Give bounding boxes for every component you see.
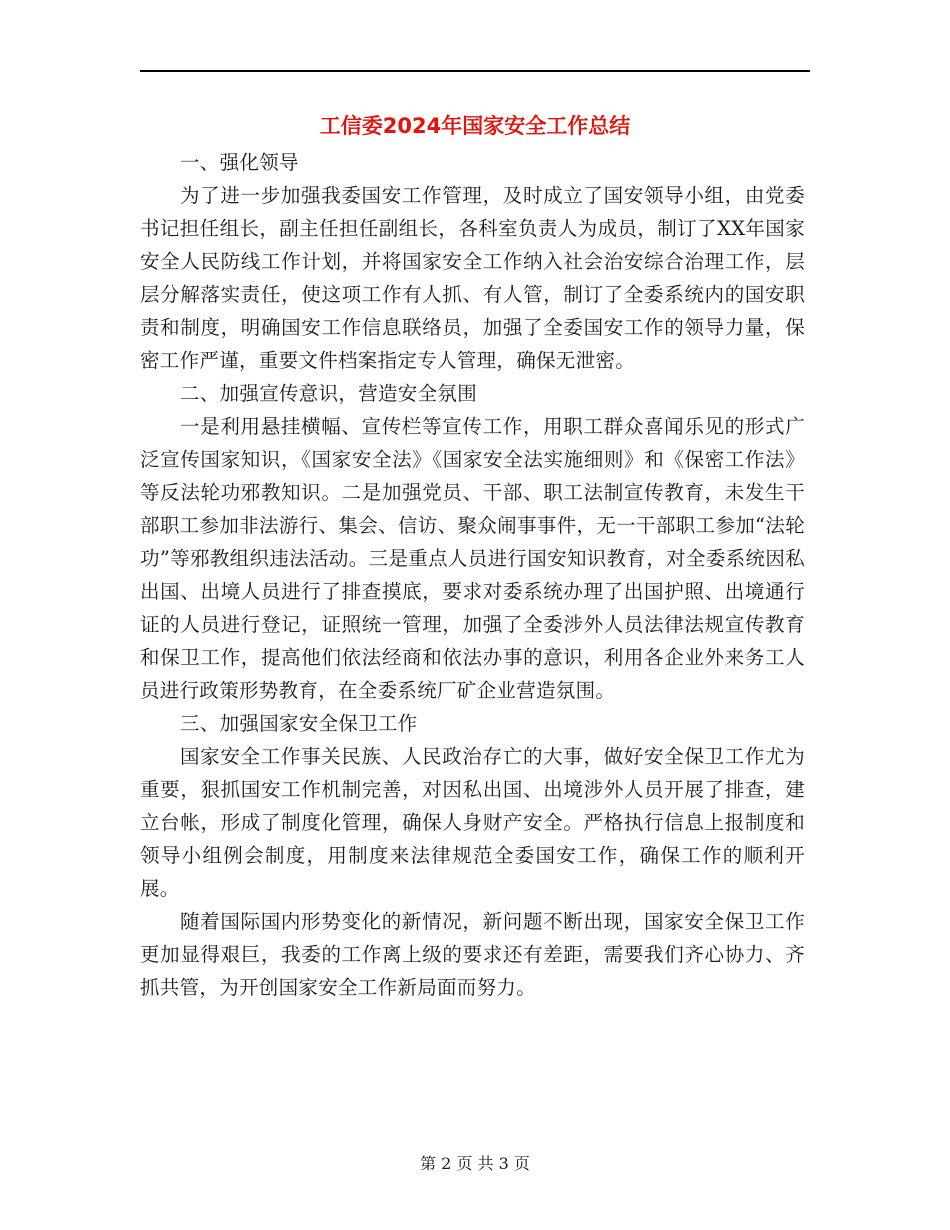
section-2-paragraph: 一是利用悬挂横幅、宣传栏等宣传工作，用职工群众喜闻乐见的形式广泛宣传国家知识，《国家安全法》《国家安全法实施细则》和《保密工作法》等反法轮功邪教知识。二是加强党员、干部、职工法制宣传教育，未发生干部职工参加非法游行、集会、信访、聚众闹事事件，无一干部职工参加“法轮功”等邪教组织违法活动。三是重点人员进行国安知识教育，对全委系统因私出国、出境人员进行了排查摸底，要求对委系统办理了出国护照、出境通行证的人员进行登记，证照统一管理，加强了全委涉外人员法律法规宣传教育和保卫工作，提高他们依法经商和依法办事的意识，利用各企业外来务工人员进行政策形势教育，在全委系统厂矿企业营造氛围。 bbox=[140, 415, 805, 702]
document-title: 工信委2024年国家安全工作总结 bbox=[319, 114, 631, 138]
section-heading-1: 一、强化领导 bbox=[180, 151, 299, 174]
section-1-paragraph: 为了进一步加强我委国安工作管理，及时成立了国安领导小组，由党委书记担任组长，副主任担任副组长，各科室负责人为成员，制订了XX年国家安全人民防线工作计划，并将国家安全工作纳入社会治安综合治理工作，层层分解落实责任，使这项工作有人抓、有人管，制订了全委系统内的国安职责和制度，明确国安工作信息联络员，加强了全委国安工作的领导力量，保密工作严谨，重要文件档案指定专人管理，确保无泄密。 bbox=[140, 184, 805, 372]
closing-paragraph: 随着国际国内形势变化的新情况，新问题不断出现，国家安全保卫工作更加显得艰巨，我委的工作离上级的要求还有差距，需要我们齐心协力、齐抓共管，为开创国家安全工作新局面而努力。 bbox=[140, 910, 805, 999]
section-heading-2: 二、加强宣传意识，营造安全氛围 bbox=[180, 382, 478, 405]
section-3-paragraph: 国家安全工作事关民族、人民政治存亡的大事，做好安全保卫工作尤为重要，狠抓国安工作机制完善，对因私出国、出境涉外人员开展了排查，建立台帐，形成了制度化管理，确保人身财产安全。严格执行信息上报制度和领导小组例会制度，用制度来法律规范全委国安工作，确保工作的顺利开展。 bbox=[140, 745, 805, 900]
section-heading-3: 三、加强国家安全保卫工作 bbox=[180, 712, 418, 735]
header-rule bbox=[140, 70, 810, 72]
document-body bbox=[140, 146, 805, 1004]
page-number-footer: 第 2 页 共 3 页 bbox=[420, 1154, 530, 1173]
